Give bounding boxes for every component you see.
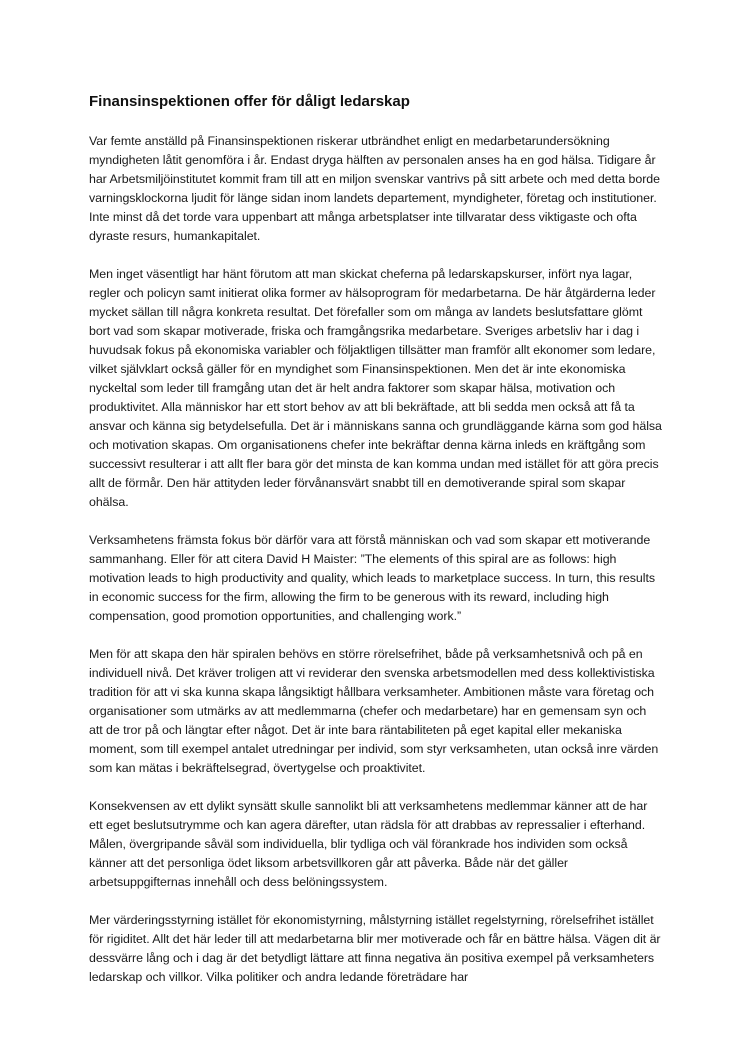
paragraph-4: Men för att skapa den här spiralen behövs en större rörelsefrihet, både på verksamhetsnivå och på en individuell nivå. Det kräver troligen att vi reviderar den svenska arbetsmodellen med dess kollektivistiska tradition för att vi ska kunna skapa långsiktigt hållbara verksamheter. Ambitionen måste vara företag och organisationer som utmärks av att medlemmarna (chefer och medarbetare) har en gemensam syn och att de tror på och längtar efter något. Det är inte bara räntabiliteten på eget kapital eller mekaniska moment, som till exempel antalet utredningar per individ, som styr verksamheten, utan också inre värden som kan mätas i bekräftelsegrad, övertygelse och proaktivitet. (89, 647, 659, 775)
article-title: Finansinspektionen offer för dåligt ledarskap (89, 93, 410, 110)
paragraph-6: Mer värderingsstyrning istället för ekonomistyrning, målstyrning istället regelstyrning, rörelsefrihet istället för rigiditet. Allt det här leder till att medarbetarna blir mer motiverade och får en bättre hälsa. Vägen dit är dessvärre lång och i dag är det betydligt lättare att finna negativa än positiva exempel på verksamheters ledarskap och villkor. Vilka politiker och andra ledande företrädare har (89, 913, 661, 984)
document-body (89, 92, 663, 1006)
paragraph-5: Konsekvensen av ett dylikt synsätt skulle sannolikt bli att verksamhetens medlemmar känner att de har ett eget beslutsutrymme och kan agera därefter, utan rädsla för att drabbas av repressalier i efterhand. Målen, övergripande såväl som individuella, blir tydliga och väl förankrade hos individen som också känner att det personliga ödet liksom arbetsvillkoren går att påverka. Både när det gäller arbetsuppgifternas innehåll och dess belöningssystem. (89, 799, 648, 889)
paragraph-3: Verksamhetens främsta fokus bör därför vara att förstå människan och vad som skapar ett motiverande sammanhang. Eller för att citera David H Maister: ”The elements of this spiral are as follows: high motivation leads to high productivity and quality, which leads to marketplace success. In turn, this results in economic success for the firm, allowing the firm to be generous with its reward, including high compensation, good promotion opportunities, and challenging work.” (89, 533, 655, 623)
paragraph-1: Var femte anställd på Finansinspektionen riskerar utbrändhet enligt en medarbetarundersökning myndigheten låtit genomföra i år. Endast dryga hälften av personalen anses ha en god hälsa. Tidigare år har Arbetsmiljöinstitutet kommit fram till att en miljon svenskar vantrivs på sitt arbete och med detta borde varningsklockorna ljudit för länge sidan inom landets departement, myndigheter, företag och institutioner. Inte minst då det torde vara uppenbart att många arbetsplatser inte tillvaratar dess viktigaste och ofta dyraste resurs, humankapitalet. (89, 134, 660, 243)
paragraph-2: Men inget väsentligt har hänt förutom att man skickat cheferna på ledarskapskurser, infört nya lagar, regler och policyn samt initierat olika former av hälsoprogram för medarbetarna. De här åtgärderna leder mycket sällan till några konkreta resultat. Det förefaller som om många av landets beslutsfattare glömt bort vad som skapar motiverade, friska och framgångsrika medarbetare. Sveriges arbetsliv har i dag i huvudsak fokus på ekonomiska variabler och följaktligen tillsätter man framför allt ekonomer som ledare, vilket självklart också gäller för en myndighet som Finansinspektionen. Men det är inte ekonomiska nyckeltal som leder till framgång utan det är helt andra faktorer som skapar hälsa, motivation och produktivitet. Alla människor har ett stort behov av att bli bekräftade, att bli sedda men också att få ta ansvar och känna sig betydelsefulla. Det är i människans sanna och grundläggande kärna som god hälsa och motivation skapas. Om organisationens chefer inte bekräftar denna kärna inleds en kräftgång som successivt resulterar i att allt fler bara gör det minsta de kan komma undan med istället för att göra precis allt de förmår. Den här attityden leder förvånansvärt snabbt till en demotiverande spiral som skapar ohälsa. (89, 267, 662, 509)
